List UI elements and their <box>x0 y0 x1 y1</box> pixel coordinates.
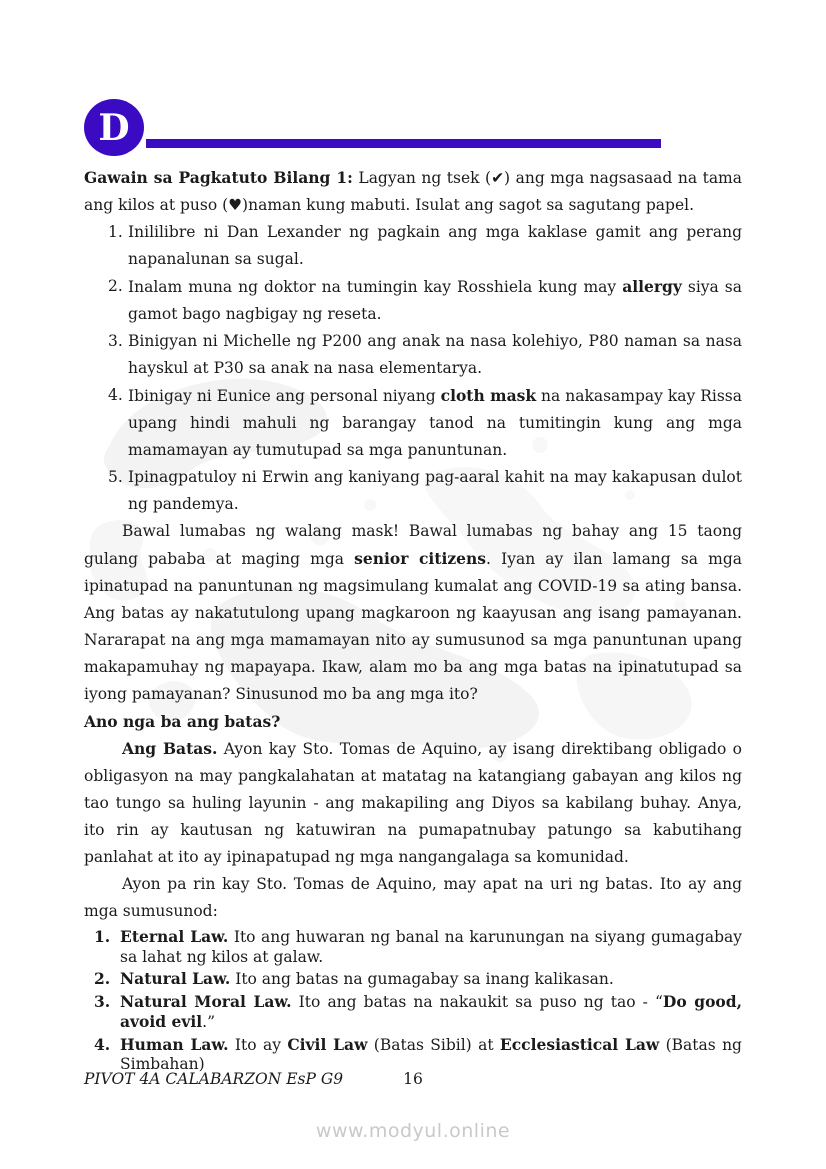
checklist <box>84 219 742 518</box>
site-watermark-text: www.modyul.online <box>315 1120 511 1142</box>
checklist-item-1 <box>84 219 742 273</box>
item-number: 4. <box>108 386 123 404</box>
checklist-item-3 <box>84 328 742 382</box>
paragraph-apat-na-uri: Ayon pa rin kay Sto. Tomas de Aquino, may apat na uri ng batas. Ito ay ang mga sumusunod: <box>84 875 742 920</box>
item-number: 4. <box>94 1034 111 1054</box>
item-number: 1. <box>94 927 111 946</box>
law-item-natural <box>84 969 742 990</box>
section-header <box>84 96 742 156</box>
item-number: 5. <box>108 468 123 486</box>
item-text: Ibinigay ni Eunice ang personal niyang cloth mask na nakasampay kay Rissa upang hindi mahuli ng barangay tanod na tumitingin kung ang mga mamamayan ay tumutupad sa mga panuntunan. <box>128 386 742 459</box>
page-footer <box>84 1070 742 1088</box>
law-item-natural-moral <box>84 992 742 1033</box>
paragraph-ang-batas: Ang Batas. Ayon kay Sto. Tomas de Aquino, ay isang direktibang obligado o obligasyon na may pangkalahatan at matatag na katangiang gabayan ang kilos ng tao tungo sa huling layunin - ang makapiling ang Diyos sa kabilang buhay. Anya, ito rin ay kautusan ng katuwiran na pumapatnubay patungo sa kabutihang panlahat at ito ay ipinapatupad ng mga nangangalaga sa komunidad. <box>84 739 743 866</box>
checklist-item-2 <box>84 273 742 328</box>
laws-list <box>84 927 742 1075</box>
law-item-human <box>84 1035 742 1075</box>
item-number: 3. <box>108 332 123 350</box>
activity-instructions: Gawain sa Pagkatuto Bilang 1: Lagyan ng tsek (✔) ang mga nagsasaad na tama ang kilos at puso (♥)naman kung mabuti. Isulat ang sagot sa sagutang papel. <box>84 168 742 214</box>
item-text: Eternal Law. Ito ang huwaran ng banal na karunungan na siyang gumagabay sa lahat ng kilos at galaw. <box>120 927 742 966</box>
item-text: Natural Law. Ito ang batas na gumagabay sa inang kalikasan. <box>120 969 614 988</box>
checklist-item-5 <box>84 464 742 518</box>
item-text: Ipinagpatuloy ni Erwin ang kaniyang pag-aaral kahit na may kakapusan dulot ng pandemya. <box>128 468 742 513</box>
item-text: Natural Moral Law. Ito ang batas na nakaukit sa puso ng tao - “Do good, avoid evil.” <box>120 991 742 1031</box>
item-number: 2. <box>108 277 123 295</box>
item-text: Inililibre ni Dan Lexander ng pagkain ang mga kaklase gamit ang perang napanalunan sa sugal. <box>128 223 742 268</box>
item-number: 3. <box>94 991 111 1011</box>
page-content <box>84 96 742 1077</box>
item-text: Binigyan ni Michelle ng P200 ang anak na nasa kolehiyo, P80 naman sa nasa hayskul at P30 sa anak na nasa elementarya. <box>128 332 742 377</box>
item-number: 2. <box>94 969 111 988</box>
discover-badge: D <box>84 99 144 156</box>
paragraph-bawal-lumabas: Bawal lumabas ng walang mask! Bawal lumabas ng bahay ang 15 taong gulang pababa at maging mga senior citizens. Iyan ay ilan lamang sa mga ipinatupad na panuntunan ng magsimulang kumalat ang COVID-19 sa ating bansa. Ang batas ay nakatutulong upang magkaroon ng kaayusan ang isang pamayanan. Nararapat na ang mga mamamayan nito ay sumusunod sa mga panuntunan upang makapamuhay ng mapayapa. Ikaw, alam mo ba ang mga batas na ipinatutupad sa iyong pamayanan? Sinusunod mo ba ang mga ito? <box>84 522 743 703</box>
checklist-item-4 <box>84 382 742 464</box>
footer-module-title: PIVOT 4A CALABARZON EsP G9 <box>84 1070 344 1088</box>
item-text: Inalam muna ng doktor na tumingin kay Rosshiela kung may allergy siya sa gamot bago nagbigay ng reseta. <box>128 277 742 323</box>
header-rule-line <box>146 139 661 148</box>
item-number: 1. <box>108 223 123 241</box>
section-heading-ano-nga-ba-ang-batas: Ano nga ba ang batas? <box>84 712 281 731</box>
footer-page-number: 16 <box>403 1070 423 1088</box>
law-item-eternal <box>84 927 742 967</box>
item-text: Human Law. Ito ay Civil Law (Batas Sibil) at Ecclesiastical Law (Batas ng Simbahan) <box>120 1034 742 1073</box>
